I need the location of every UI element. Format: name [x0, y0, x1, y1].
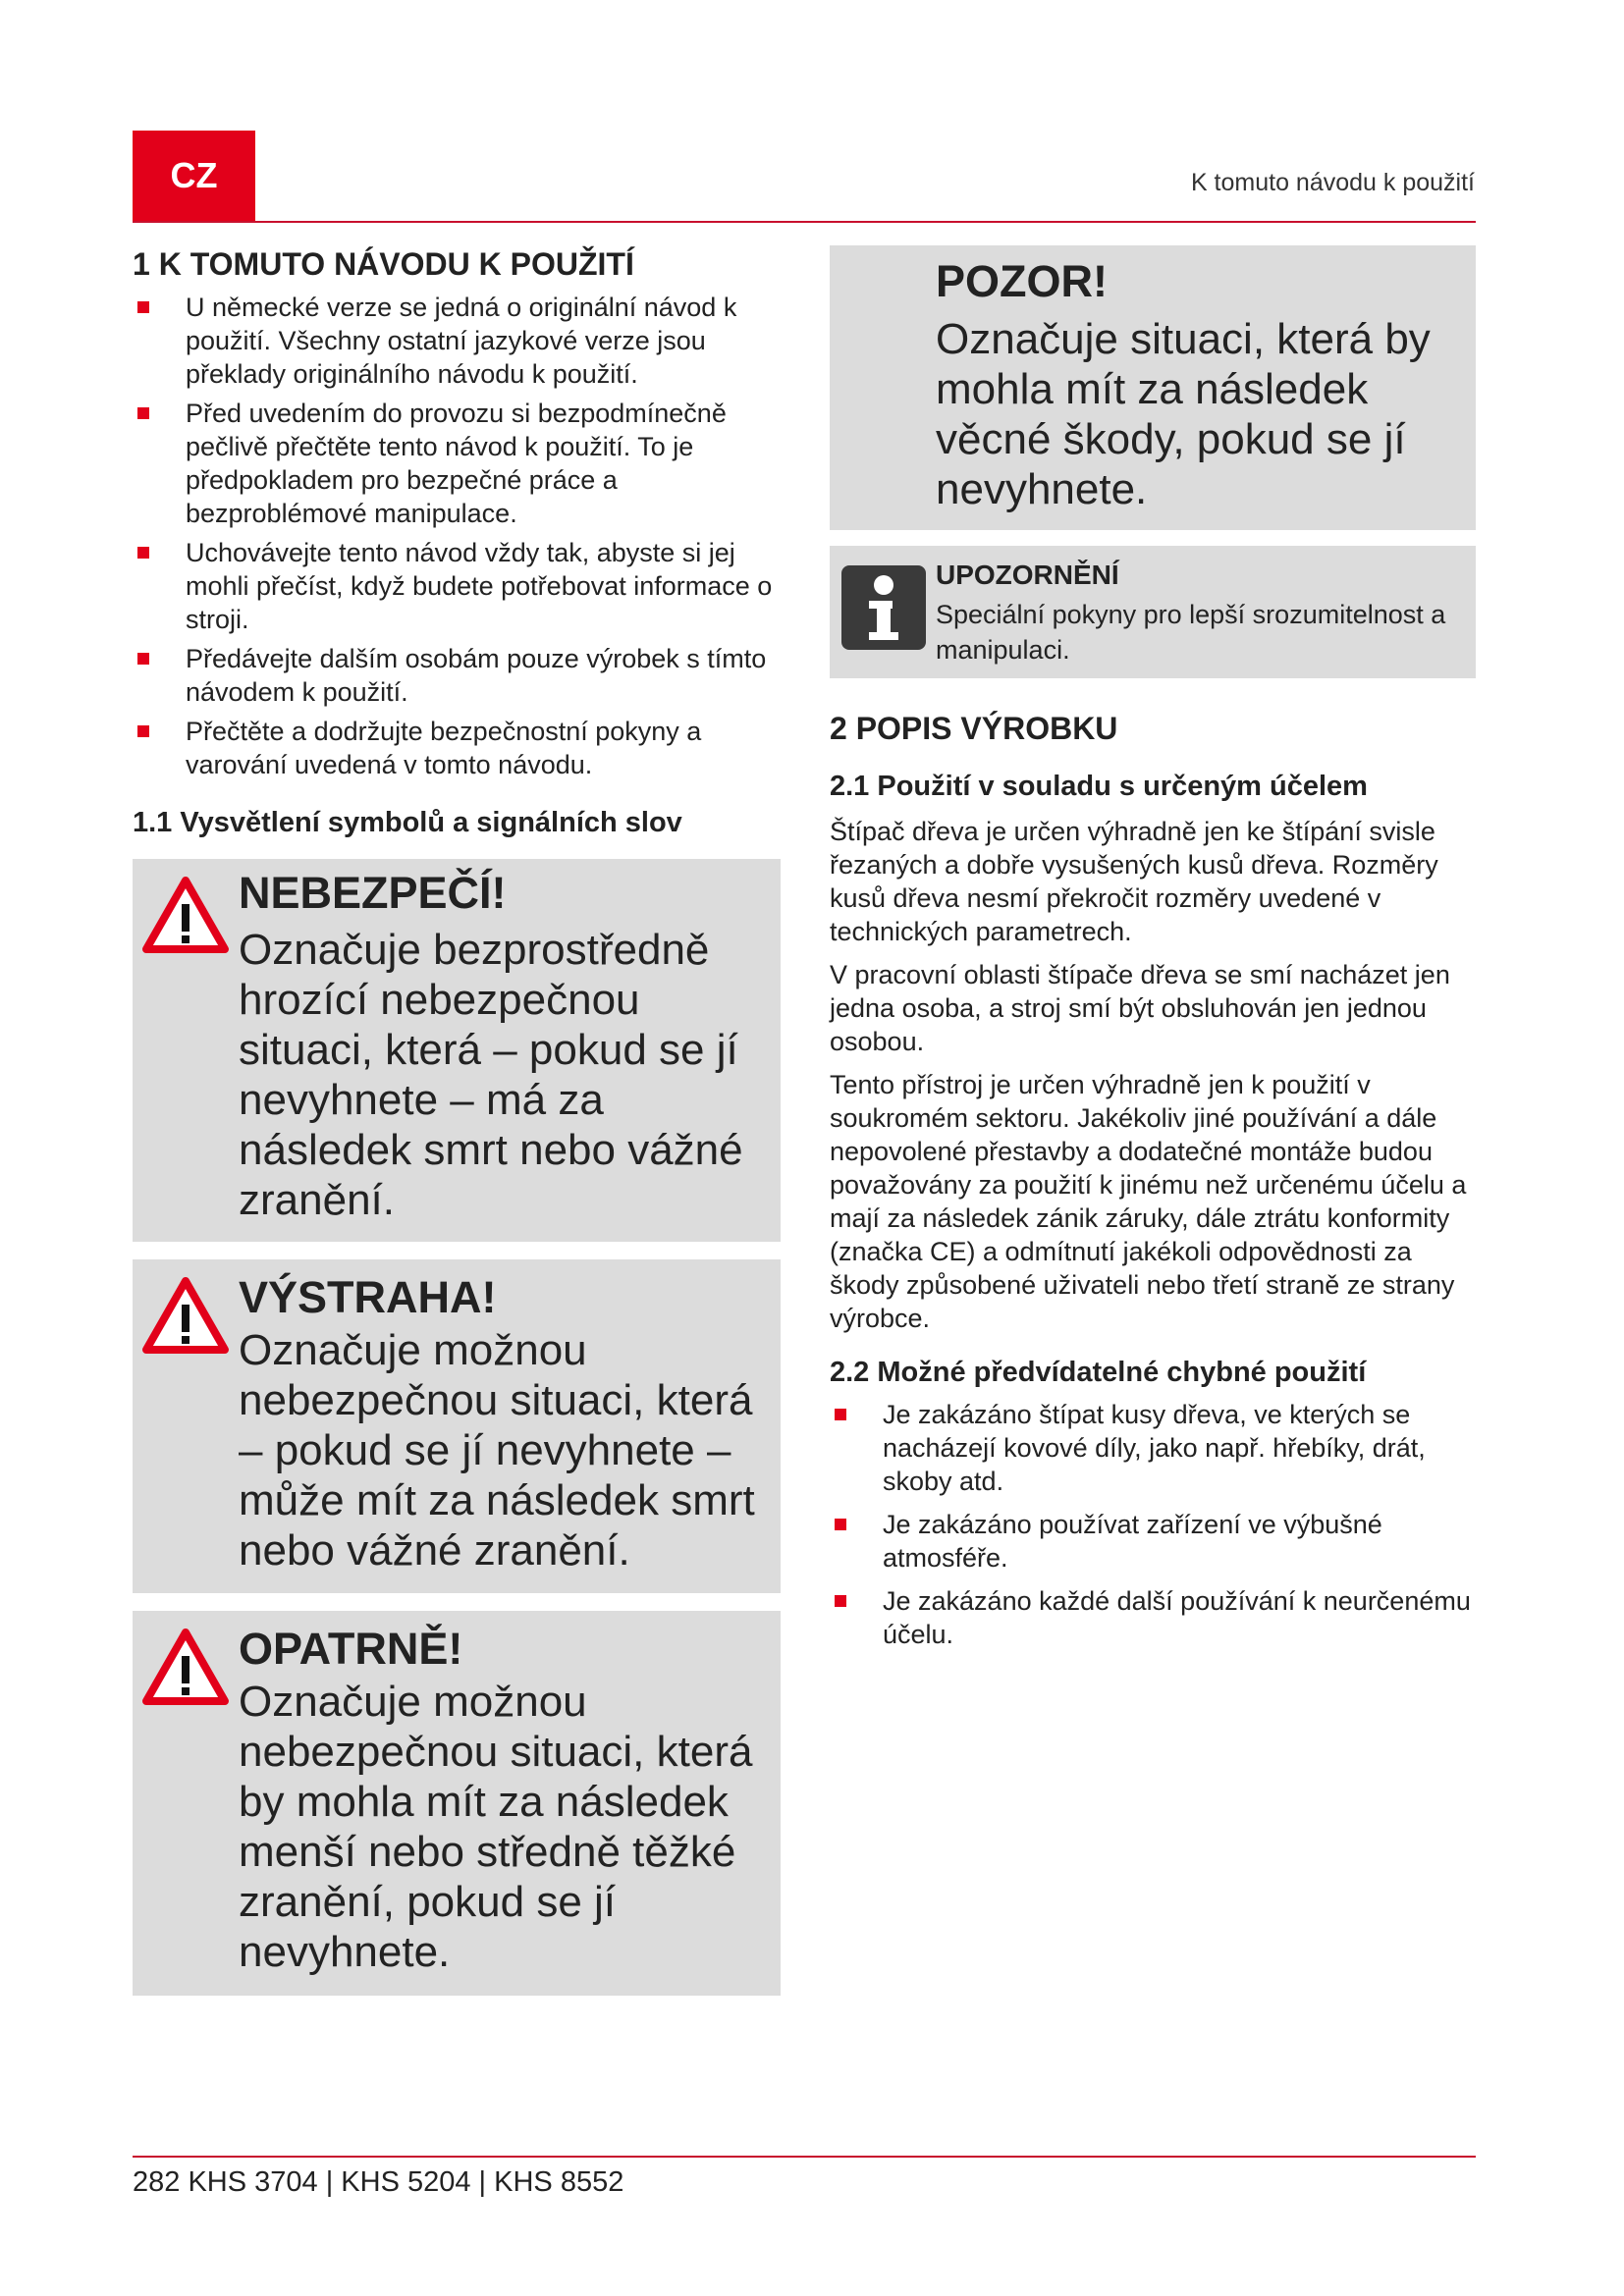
left-column	[133, 245, 781, 1996]
paragraph: V pracovní oblasti štípače dřeva se smí nacházet jen jedna osoba, a stroj smí být obsluhován jen jednou osobou.	[830, 959, 1450, 1056]
list-item: Předávejte dalším osobám pouze výrobek s tímto návodem k použití.	[133, 642, 781, 709]
page-footer: 282 KHS 3704 | KHS 5204 | KHS 8552	[133, 2166, 624, 2198]
paragraph: Tento přístroj je určen výhradně jen k použití v soukromém sektoru. Jakékoliv jiné používání a dále nepovolené přestavby a dodatečné montáže budou považovány za použití k jinému než určenému účelu a mají za následek zánik záruky, dále ztrátu konformity (značka CE) a odmítnutí jakékoli odpovědnosti za škody způsobené uživateli nebo třetí straně ze strany výrobce.	[830, 1069, 1467, 1333]
bullet-square-icon	[137, 407, 149, 419]
caution-title: OPATRNĚ!	[239, 1623, 463, 1674]
section-2-2-heading: 2.2 Možné předvídatelné chybné použití	[830, 1356, 1367, 1388]
warning-box	[133, 1259, 781, 1593]
warning-triangle-icon	[140, 875, 231, 957]
caution-box	[133, 1611, 781, 1996]
bullet-square-icon	[137, 725, 149, 737]
header-divider	[133, 221, 1476, 223]
warning-triangle-icon	[140, 1627, 231, 1709]
running-header: K tomuto návodu k použití	[1190, 169, 1475, 196]
list-item: Je zakázáno každé další používání k neurčenému účelu.	[830, 1584, 1476, 1651]
section-1-1-heading: 1.1 Vysvětlení symbolů a signálních slov	[133, 807, 682, 839]
section-1-heading: 1 K TOMUTO NÁVODU K POUŽITÍ	[133, 246, 634, 282]
attention-title: POZOR!	[936, 256, 1108, 306]
notice-title: UPOZORNĚNÍ	[936, 560, 1119, 590]
list-item: Uchovávejte tento návod vždy tak, abyste si jej mohli přečíst, když budete potřebovat informace o stroji.	[133, 536, 781, 636]
section-1-bullets	[133, 291, 781, 781]
danger-title: NEBEZPEČÍ!	[239, 867, 507, 918]
list-item: U německé verze se jedná o originální návod k použití. Všechny ostatní jazykové verze jsou překlady originálního návodu k použití.	[133, 291, 781, 391]
paragraph: Štípač dřeva je určen výhradně jen ke štípání svisle řezaných a dobře vysušených kusů dřeva. Rozměry kusů dřeva nesmí překročit rozměry uvedené v technických parametrech.	[830, 816, 1438, 946]
danger-box	[133, 859, 781, 1242]
right-column	[830, 245, 1476, 1651]
list-item: Přečtěte a dodržujte bezpečnostní pokyny a varování uvedená v tomto návodu.	[133, 715, 781, 781]
caution-text: Označuje možnou nebezpečnou situaci, která by mohla mít za následek menší nebo středně těžké zranění, pokud se jí nevyhnete.	[239, 1678, 753, 1977]
warning-title: VÝSTRAHA!	[239, 1271, 497, 1322]
footer-divider	[133, 2156, 1476, 2158]
list-item: Před uvedením do provozu si bezpodmínečně pečlivě přečtěte tento návod k použití. To je předpokladem pro bezpečné práce a bezproblémové manipulace.	[133, 397, 781, 530]
bullet-square-icon	[137, 547, 149, 559]
list-item: Je zakázáno používat zařízení ve výbušné atmosféře.	[830, 1508, 1476, 1575]
warning-text: Označuje možnou nebezpečnou situaci, která – pokud se jí nevyhnete – může mít za následek smrt nebo vážné zranění.	[239, 1326, 755, 1575]
danger-text: Označuje bezprostředně hrozící nebezpečnou situaci, která – pokud se jí nevyhnete – má za následek smrt nebo vážné zranění.	[239, 926, 743, 1225]
attention-text: Označuje situaci, která by mohla mít za následek věcné škody, pokud se jí nevyhnete.	[936, 314, 1431, 513]
section-2-1-heading: 2.1 Použití v souladu s určeným účelem	[830, 771, 1368, 803]
warning-triangle-icon	[140, 1275, 231, 1358]
bullet-square-icon	[835, 1519, 846, 1530]
bullet-square-icon	[835, 1595, 846, 1607]
attention-box	[830, 245, 1476, 530]
bullet-square-icon	[137, 653, 149, 665]
bullet-square-icon	[137, 301, 149, 313]
section-2-heading: 2 POPIS VÝROBKU	[830, 711, 1118, 746]
notice-box	[830, 546, 1476, 678]
section-2-2-bullets	[830, 1398, 1476, 1651]
bullet-square-icon	[835, 1409, 846, 1420]
language-tab: CZ	[133, 131, 255, 221]
info-icon	[839, 563, 928, 652]
list-item: Je zakázáno štípat kusy dřeva, ve kterých se nacházejí kovové díly, jako např. hřebíky, drát, skoby atd.	[830, 1398, 1476, 1498]
notice-text: Speciální pokyny pro lepší srozumitelnost a manipulaci.	[936, 600, 1446, 665]
